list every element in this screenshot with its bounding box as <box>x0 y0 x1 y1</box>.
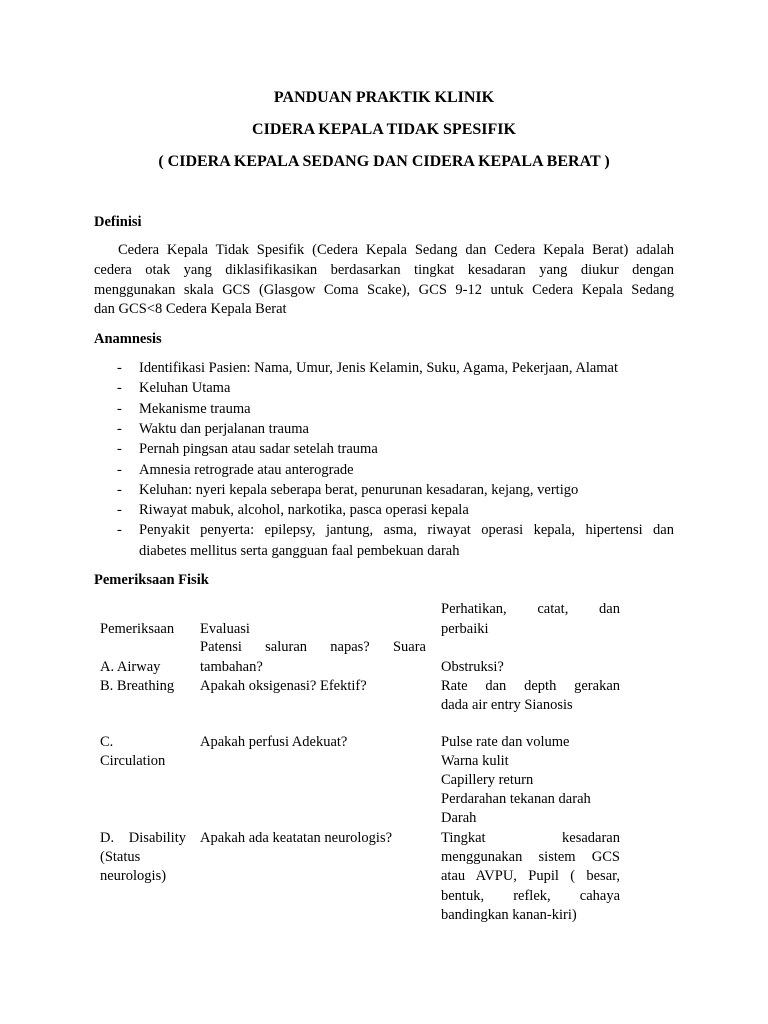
list-item-text: Keluhan Utama <box>139 380 231 396</box>
anamnesis-heading: Anamnesis <box>94 331 162 347</box>
definisi-line: dan GCS<8 Cedera Kepala Berat <box>94 301 287 317</box>
list-item <box>0 480 768 500</box>
column-header-pemeriksaan: Pemeriksaan <box>100 621 175 637</box>
action-airway: Obstruksi? <box>441 659 504 675</box>
list-item-text: Waktu dan perjalanan trauma <box>139 421 309 437</box>
pemeriksaan-fisik-heading: Pemeriksaan Fisik <box>94 572 209 588</box>
evaluation-airway: Patensi saluran napas? Suara <box>200 639 426 655</box>
list-item-text: Keluhan: nyeri kepala seberapa berat, penurunan kesadaran, kejang, vertigo <box>139 482 579 498</box>
action-breathing: dada air entry Sianosis <box>441 697 573 713</box>
action-disability: atau AVPU, Pupil ( besar, <box>441 868 620 884</box>
row-label-breathing: B. Breathing <box>100 678 175 694</box>
action-disability: bentuk, reflek, cahaya <box>441 888 620 904</box>
list-item-text: Pernah pingsan atau sadar setelah trauma <box>139 441 378 457</box>
document-subtitle: CIDERA KEPALA TIDAK SPESIFIK <box>252 121 516 138</box>
action-disability: Tingkat kesadaran <box>441 830 620 846</box>
document-subtitle-detail: ( CIDERA KEPALA SEDANG DAN CIDERA KEPALA BERAT ) <box>158 153 610 170</box>
action-circulation: Warna kulit <box>441 753 509 769</box>
row-label-disability: (Status <box>100 849 141 865</box>
row-label-disability: neurologis) <box>100 868 167 884</box>
list-dash: - <box>117 360 122 376</box>
action-circulation: Pulse rate dan volume <box>441 734 570 750</box>
action-circulation: Darah <box>441 810 477 826</box>
action-circulation: Capillery return <box>441 772 534 788</box>
list-item <box>0 520 768 560</box>
list-item <box>0 399 768 419</box>
document-title: PANDUAN PRAKTIK KLINIK <box>273 89 495 106</box>
list-item <box>0 419 768 439</box>
column-header-action: Perhatikan, catat, dan <box>441 601 620 617</box>
list-item <box>0 439 768 459</box>
list-dash: - <box>117 441 122 457</box>
action-breathing: Rate dan depth gerakan <box>441 678 620 694</box>
action-disability: menggunakan sistem GCS <box>441 849 620 865</box>
definisi-line: Cedera Kepala Tidak Spesifik (Cedera Kepala Sedang dan Cedera Kepala Berat) adalah <box>118 242 674 258</box>
row-label-disability: D. Disability <box>100 830 186 846</box>
list-item <box>0 500 768 520</box>
list-item <box>0 358 768 378</box>
list-dash: - <box>117 502 122 518</box>
list-item <box>0 378 768 398</box>
evaluation-circulation: Apakah perfusi Adekuat? <box>200 734 348 750</box>
column-header-action: perbaiki <box>441 621 489 637</box>
list-dash: - <box>117 401 122 417</box>
list-item <box>0 460 768 480</box>
row-label-circulation: C. <box>100 734 114 750</box>
list-dash: - <box>117 421 122 437</box>
evaluation-disability: Apakah ada keatatan neurologis? <box>200 830 393 846</box>
list-item-text: Amnesia retrograde atau anterograde <box>139 462 354 478</box>
list-dash: - <box>117 380 122 396</box>
list-item-text: Riwayat mabuk, alcohol, narkotika, pasca operasi kepala <box>139 502 469 518</box>
list-item-text: diabetes mellitus serta gangguan faal pembekuan darah <box>139 543 460 559</box>
list-dash: - <box>117 462 122 478</box>
definisi-line: cedera otak yang diklasifikasikan berdasarkan tingkat kesadaran yang diukur dengan <box>94 262 674 278</box>
column-header-evaluasi: Evaluasi <box>200 621 250 637</box>
list-item-text: Identifikasi Pasien: Nama, Umur, Jenis Kelamin, Suku, Agama, Pekerjaan, Alamat <box>139 360 619 376</box>
row-label-circulation: Circulation <box>100 753 166 769</box>
definisi-heading: Definisi <box>94 214 142 230</box>
list-dash: - <box>117 522 122 538</box>
list-item-text: Mekanisme trauma <box>139 401 251 417</box>
evaluation-airway: tambahan? <box>200 659 263 675</box>
action-circulation: Perdarahan tekanan darah <box>441 791 591 807</box>
row-label-airway: A. Airway <box>100 659 161 675</box>
definisi-line: menggunakan skala GCS (Glasgow Coma Scake), GCS 9-12 untuk Cedera Kepala Sedang <box>94 282 674 298</box>
list-item-text: Penyakit penyerta: epilepsy, jantung, asma, riwayat operasi kepala, hipertensi dan <box>139 522 674 538</box>
list-dash: - <box>117 482 122 498</box>
evaluation-breathing: Apakah oksigenasi? Efektif? <box>200 678 367 694</box>
action-disability: bandingkan kanan-kiri) <box>441 907 577 923</box>
